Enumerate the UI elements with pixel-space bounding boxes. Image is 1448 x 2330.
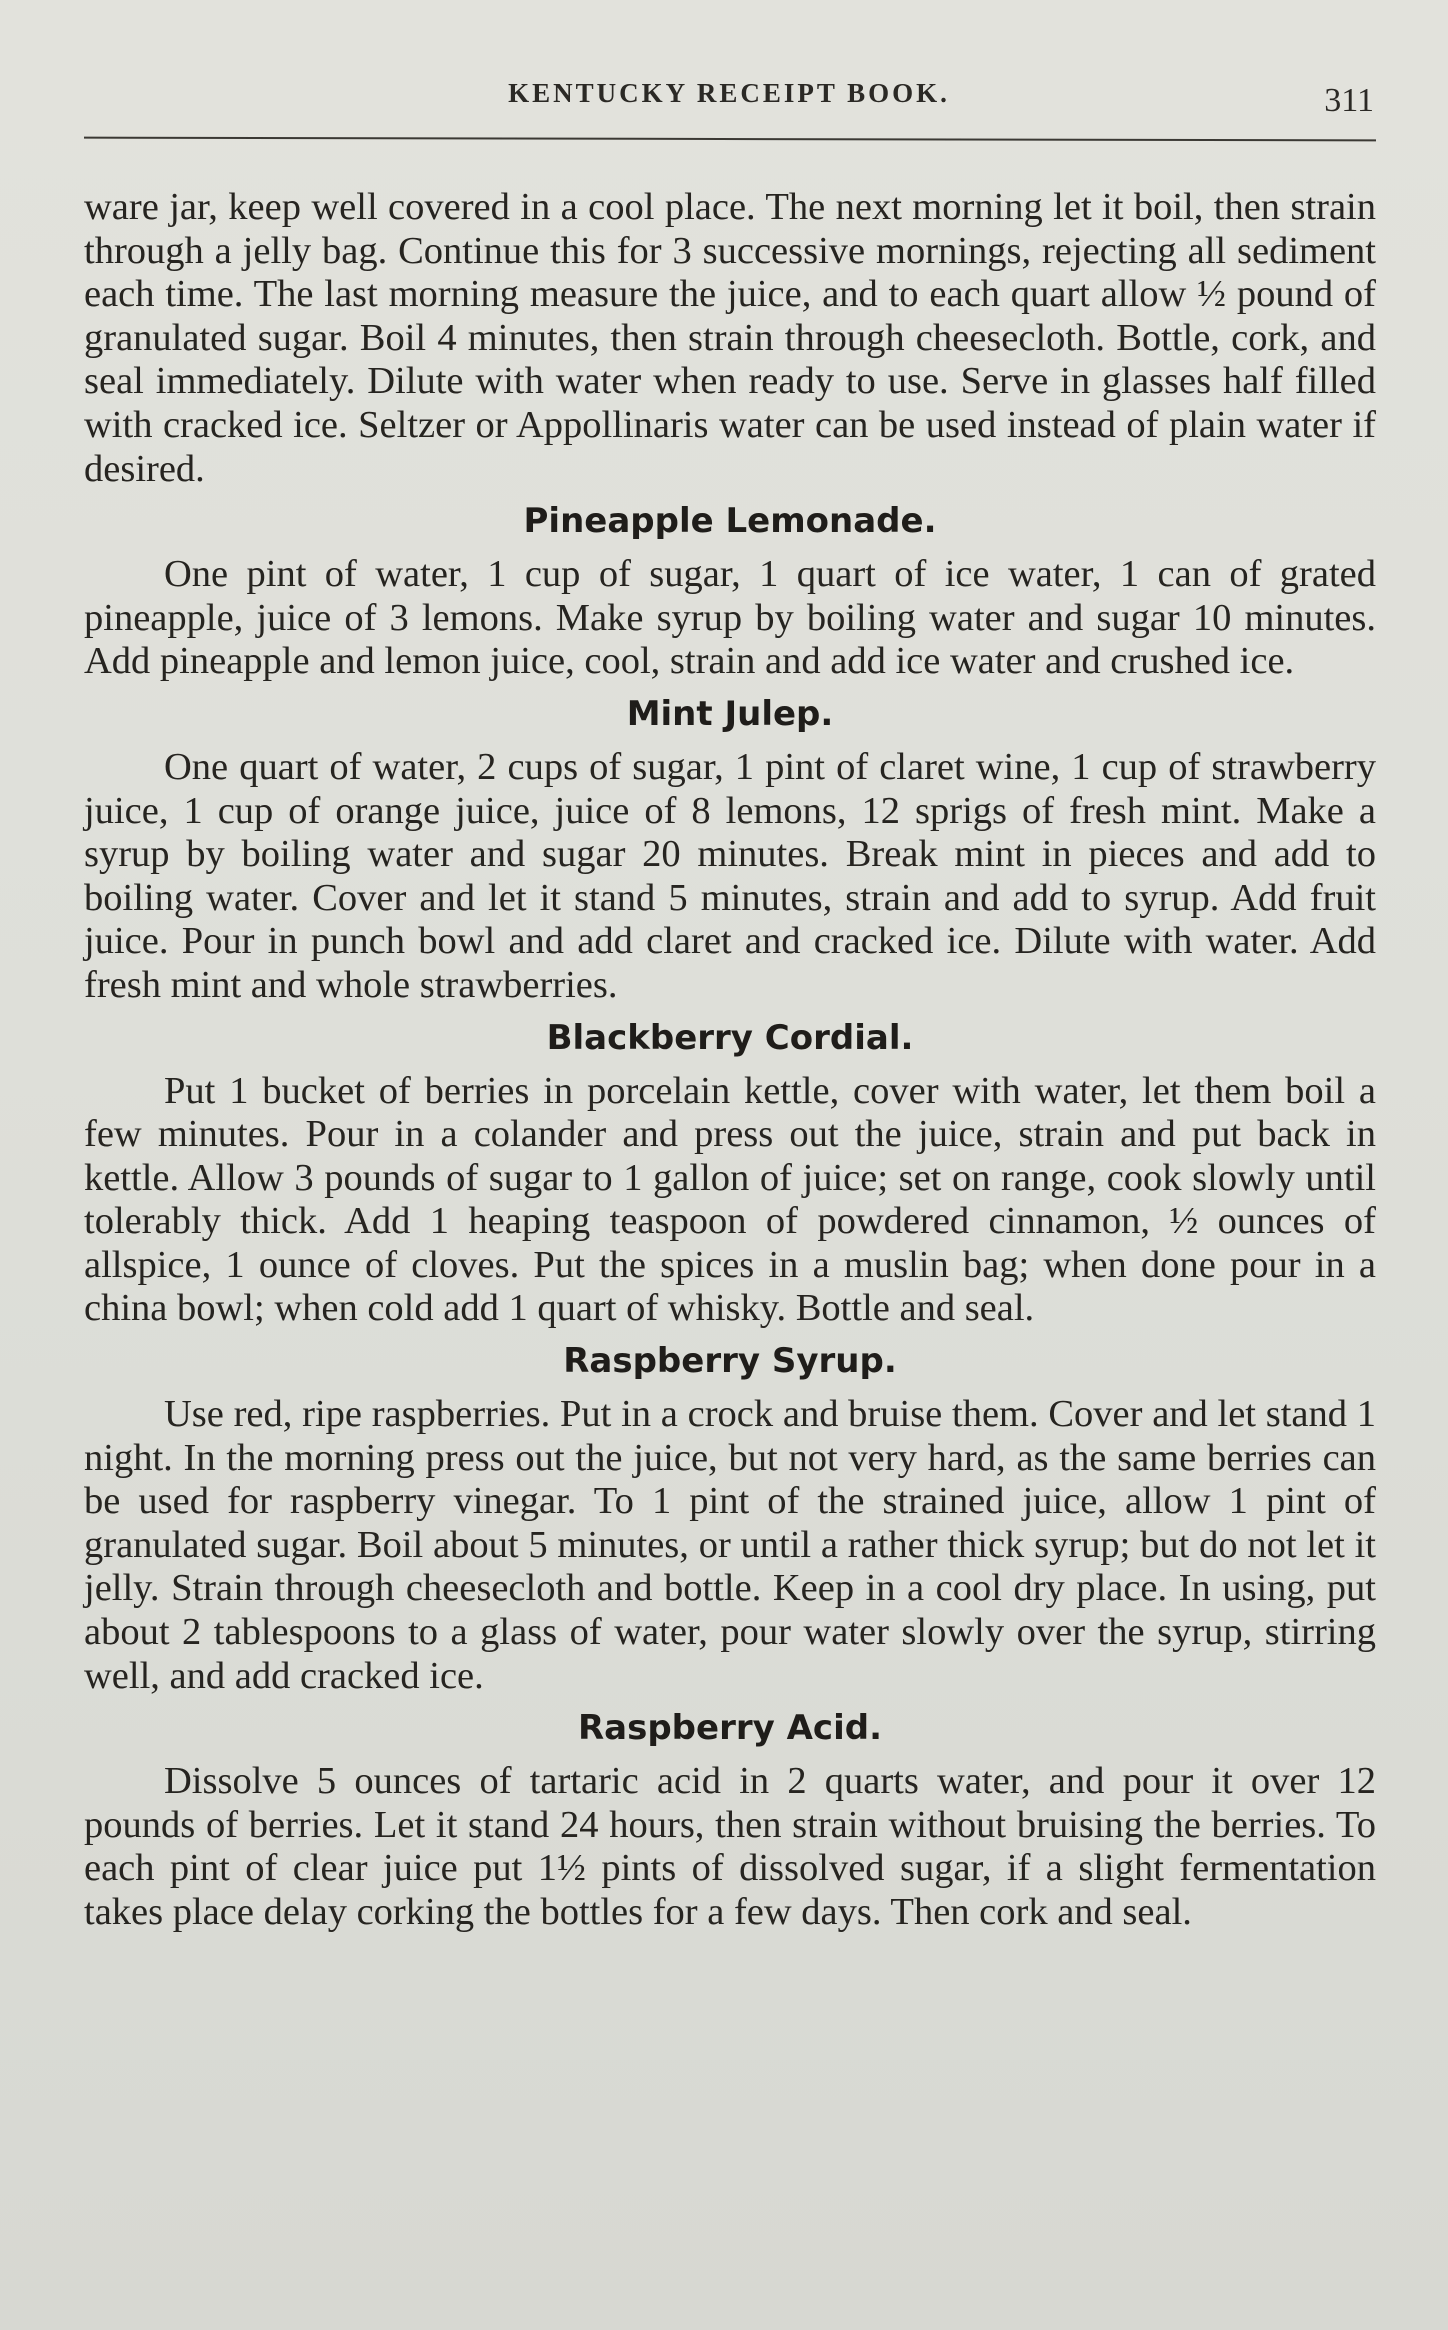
recipe-text: Dissolve 5 ounces of tartaric acid in 2 quarts water, and pour it over 12 pounds of berries. Let it stand 24 hours, then strain without bruising the berries. To each pint of clear juice put 1½ pints of dissolved sugar, if a slight fermentation takes place delay corking the bottles for a few days. Then cork and seal. xyxy=(84,1760,1376,1933)
page-body xyxy=(84,186,1376,1939)
recipe-pineapple-lemonade xyxy=(84,499,1376,684)
recipe-text: Put 1 bucket of berries in porcelain kettle, cover with water, let them boil a few minutes. Pour in a colander and press out the juice, strain and put back in kettle. Allow 3 pounds of sugar to 1 gallon of juice; set on range, cook slowly until tolerably thick. Add 1 heaping teaspoon of powdered cinnamon, ½ ounces of allspice, 1 ounce of cloves. Put the spices in a muslin bag; when done pour in a china bowl; when cold add 1 quart of whisky. Bottle and seal. xyxy=(84,1069,1376,1330)
running-head xyxy=(84,70,1374,130)
recipe-mint-julep xyxy=(84,692,1376,1008)
recipe-title: Blackberry Cordial. xyxy=(546,1017,914,1058)
recipe-raspberry-acid xyxy=(84,1706,1376,1934)
recipe-text: Use red, ripe raspberries. Put in a crock and bruise them. Cover and let stand 1 night. In the morning press out the juice, but not very hard, as the same berries can be used for raspberry vinegar. To 1 pint of the strained juice, allow 1 pint of granulated sugar. Boil about 5 minutes, or until a rather thick syrup; but do not let it jelly. Strain through cheesecloth and bottle. Keep in a cool dry place. In using, put about 2 tablespoons to a glass of water, pour water slowly over the syrup, stirring well, and add cracked ice. xyxy=(84,1393,1376,1697)
running-title: KENTUCKY RECEIPT BOOK. xyxy=(508,78,950,108)
recipe-text: One quart of water, 2 cups of sugar, 1 pint of claret wine, 1 cup of strawberry juice, 1 cup of orange juice, juice of 8 lemons, 12 sprigs of fresh mint. Make a syrup by boiling water and sugar 20 minutes. Break mint in pieces and add to boiling water. Cover and let it stand 5 minutes, strain and add to syrup. Add fruit juice. Pour in punch bowl and add claret and cracked ice. Dilute with water. Add fresh mint and whole strawberries. xyxy=(84,745,1376,1006)
header-rule xyxy=(84,137,1376,142)
recipe-title: Pineapple Lemonade. xyxy=(523,501,937,542)
recipe-title: Mint Julep. xyxy=(626,693,834,734)
recipe-title: Raspberry Syrup. xyxy=(563,1341,897,1382)
page-number: 311 xyxy=(1324,82,1374,119)
recipe-title: Raspberry Acid. xyxy=(577,1708,882,1749)
recipe-blackberry-cordial xyxy=(84,1016,1376,1332)
continued-paragraph: ware jar, keep well covered in a cool place. The next morning let it boil, then strain through a jelly bag. Continue this for 3 successive mornings, rejecting all sediment each time. The last morning measure the juice, and to each quart allow ½ pound of granulated sugar. Boil 4 minutes, then strain through cheesecloth. Bottle, cork, and seal immediately. Dilute with water when ready to use. Serve in glasses half filled with cracked ice. Seltzer or Appollinaris water can be used instead of plain water if desired. xyxy=(84,186,1376,490)
recipe-raspberry-syrup xyxy=(84,1339,1376,1698)
recipe-text: One pint of water, 1 cup of sugar, 1 quart of ice water, 1 can of grated pineapple, juice of 3 lemons. Make syrup by boiling water and sugar 10 minutes. Add pineapple and lemon juice, cool, strain and add ice water and crushed ice. xyxy=(84,553,1376,683)
